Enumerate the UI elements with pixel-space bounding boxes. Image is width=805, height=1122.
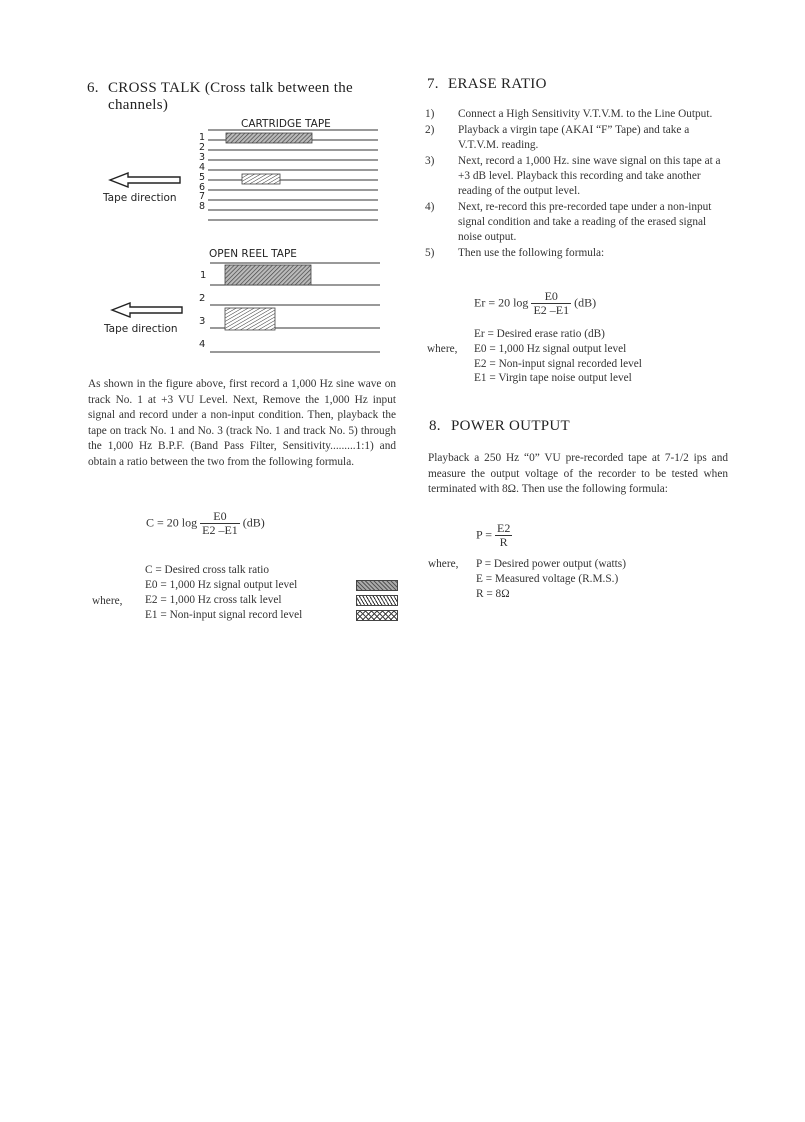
cartridge-track-number: 6 [199, 181, 206, 193]
section7-definitions [474, 342, 714, 386]
cartridge-track5-crosstalk-block [242, 174, 280, 184]
definition-r: R = 8Ω [476, 588, 510, 600]
cartridge-track-number: 1 [199, 132, 206, 143]
cartridge-track1-signal-block [226, 133, 312, 143]
cartridge-tape-label: CARTRIDGE TAPE [241, 118, 331, 130]
open-reel-track-number: 3 [199, 316, 206, 327]
section6-number: 6. [87, 80, 99, 96]
section6-definitions [145, 563, 355, 623]
cartridge-tape-diagram [190, 128, 390, 228]
section6-title [108, 80, 388, 114]
open-reel-track-number: 4 [199, 339, 206, 350]
definition-e0: E0 = 1,000 Hz signal output level [474, 343, 627, 355]
definition-e2: E2 = 1,000 Hz cross talk level [145, 594, 282, 606]
section8-number: 8. [429, 418, 441, 434]
power-output-formula [476, 522, 512, 549]
definition-e2: E2 = Non-input signal recorded level [474, 357, 642, 370]
definition-e1: E1 = Non-input signal record level [145, 609, 303, 621]
section8-paragraph: Playback a 250 Hz “0” VU pre-recorded tape at 7-1/2 ips and measure the output voltage of the recorder to be tested when terminated with 8Ω. Then use the following formula: [428, 452, 728, 495]
cartridge-track-number: 7 [199, 191, 206, 203]
formula-lhs: C = 20 log [146, 515, 198, 530]
tape-direction-label: Tape direction [104, 323, 178, 335]
cartridge-track-number: 3 [199, 151, 206, 163]
section6-title-line1: CROSS TALK (Cross talk between the [108, 80, 353, 96]
tape-direction-arrow-icon [110, 302, 185, 318]
open-reel-track-number: 1 [200, 270, 207, 281]
cross-talk-formula [146, 510, 265, 537]
formula-numerator: E0 [200, 510, 240, 524]
section8-definitions [476, 557, 696, 602]
definition-p: P = Desired power output (watts) [476, 558, 626, 570]
cartridge-track-number: 8 [199, 201, 206, 213]
section7-title: ERASE RATIO [448, 76, 547, 92]
open-reel-tape-label: OPEN REEL TAPE [209, 248, 297, 260]
definition-e0: E0 = 1,000 Hz signal output level [145, 579, 298, 591]
section7-number: 7. [427, 76, 439, 92]
erase-step: 3) Next, record a 1,000 Hz. sine wave signal on this tape at a +3 dB level. Playback this recording and take another reading of the output level. [425, 155, 721, 197]
cartridge-track-number: 5 [199, 171, 206, 183]
formula-numerator: E2 [497, 521, 511, 535]
formula-lhs: Er = 20 log [474, 295, 529, 310]
open-reel-track-number: 2 [199, 293, 206, 304]
erase-ratio-definition: Er = Desired erase ratio (dB) [474, 328, 605, 340]
definition-e1: E1 = Virgin tape noise output level [474, 372, 632, 384]
erase-step: 1) Connect a High Sensitivity V.T.V.M. to the Line Output. [425, 108, 713, 120]
open-reel-track3-crosstalk-block [225, 308, 275, 330]
erase-step: 4) Next, re-record this pre-recorded tape under a non-input signal condition and take a reading of the erased signal noise output. [425, 201, 712, 243]
formula-lhs: P = [476, 527, 492, 542]
erase-ratio-formula [474, 290, 596, 317]
crosstalk-legend-swatch [356, 595, 398, 606]
cartridge-track-numbers [199, 133, 211, 212]
section8-where: where, [428, 558, 459, 570]
definition-e: E = Measured voltage (R.M.S.) [476, 573, 619, 585]
formula-unit: (dB) [242, 515, 265, 530]
erase-step: 2) Playback a virgin tape (AKAI “F” Tape) and take a V.T.V.M. reading. [425, 124, 690, 151]
section6-title-line2: channels) [108, 97, 169, 113]
noninput-legend-swatch [356, 610, 398, 621]
tape-direction-arrow-icon [108, 172, 183, 188]
section7-where: where, [427, 343, 458, 355]
formula-unit: (dB) [574, 295, 597, 310]
formula-denominator: E2 –E1 [533, 303, 570, 317]
formula-numerator: E0 [531, 290, 571, 304]
open-reel-track1-signal-block [225, 265, 311, 285]
definition-c: C = Desired cross talk ratio [145, 564, 270, 576]
formula-denominator: R [499, 535, 508, 549]
cartridge-track-number: 2 [199, 141, 206, 153]
section6-where: where, [92, 595, 123, 607]
tape-direction-label: Tape direction [103, 192, 177, 204]
signal-legend-swatch [356, 580, 398, 591]
cartridge-track-number: 4 [199, 161, 206, 173]
erase-step: 5) Then use the following formula: [425, 247, 605, 259]
formula-denominator: E2 –E1 [202, 523, 238, 537]
open-reel-tape-diagram [205, 260, 385, 360]
section7-steps [425, 107, 725, 262]
section8-title: POWER OUTPUT [451, 418, 571, 434]
section6-paragraph: As shown in the figure above, first record a 1,000 Hz sine wave on track No. 1 at +3 VU Level. Next, Remove the 1,000 Hz input signal and record under a non-input condition. Then, playback the tape on track No. 1 and No. 3 (track No. 1 and track No. 5) through the 1,000 Hz B.P.F. (Band Pass Filter, Sensitivity.........1:1) and obtain a ratio between the two from the following formula. [88, 378, 396, 468]
